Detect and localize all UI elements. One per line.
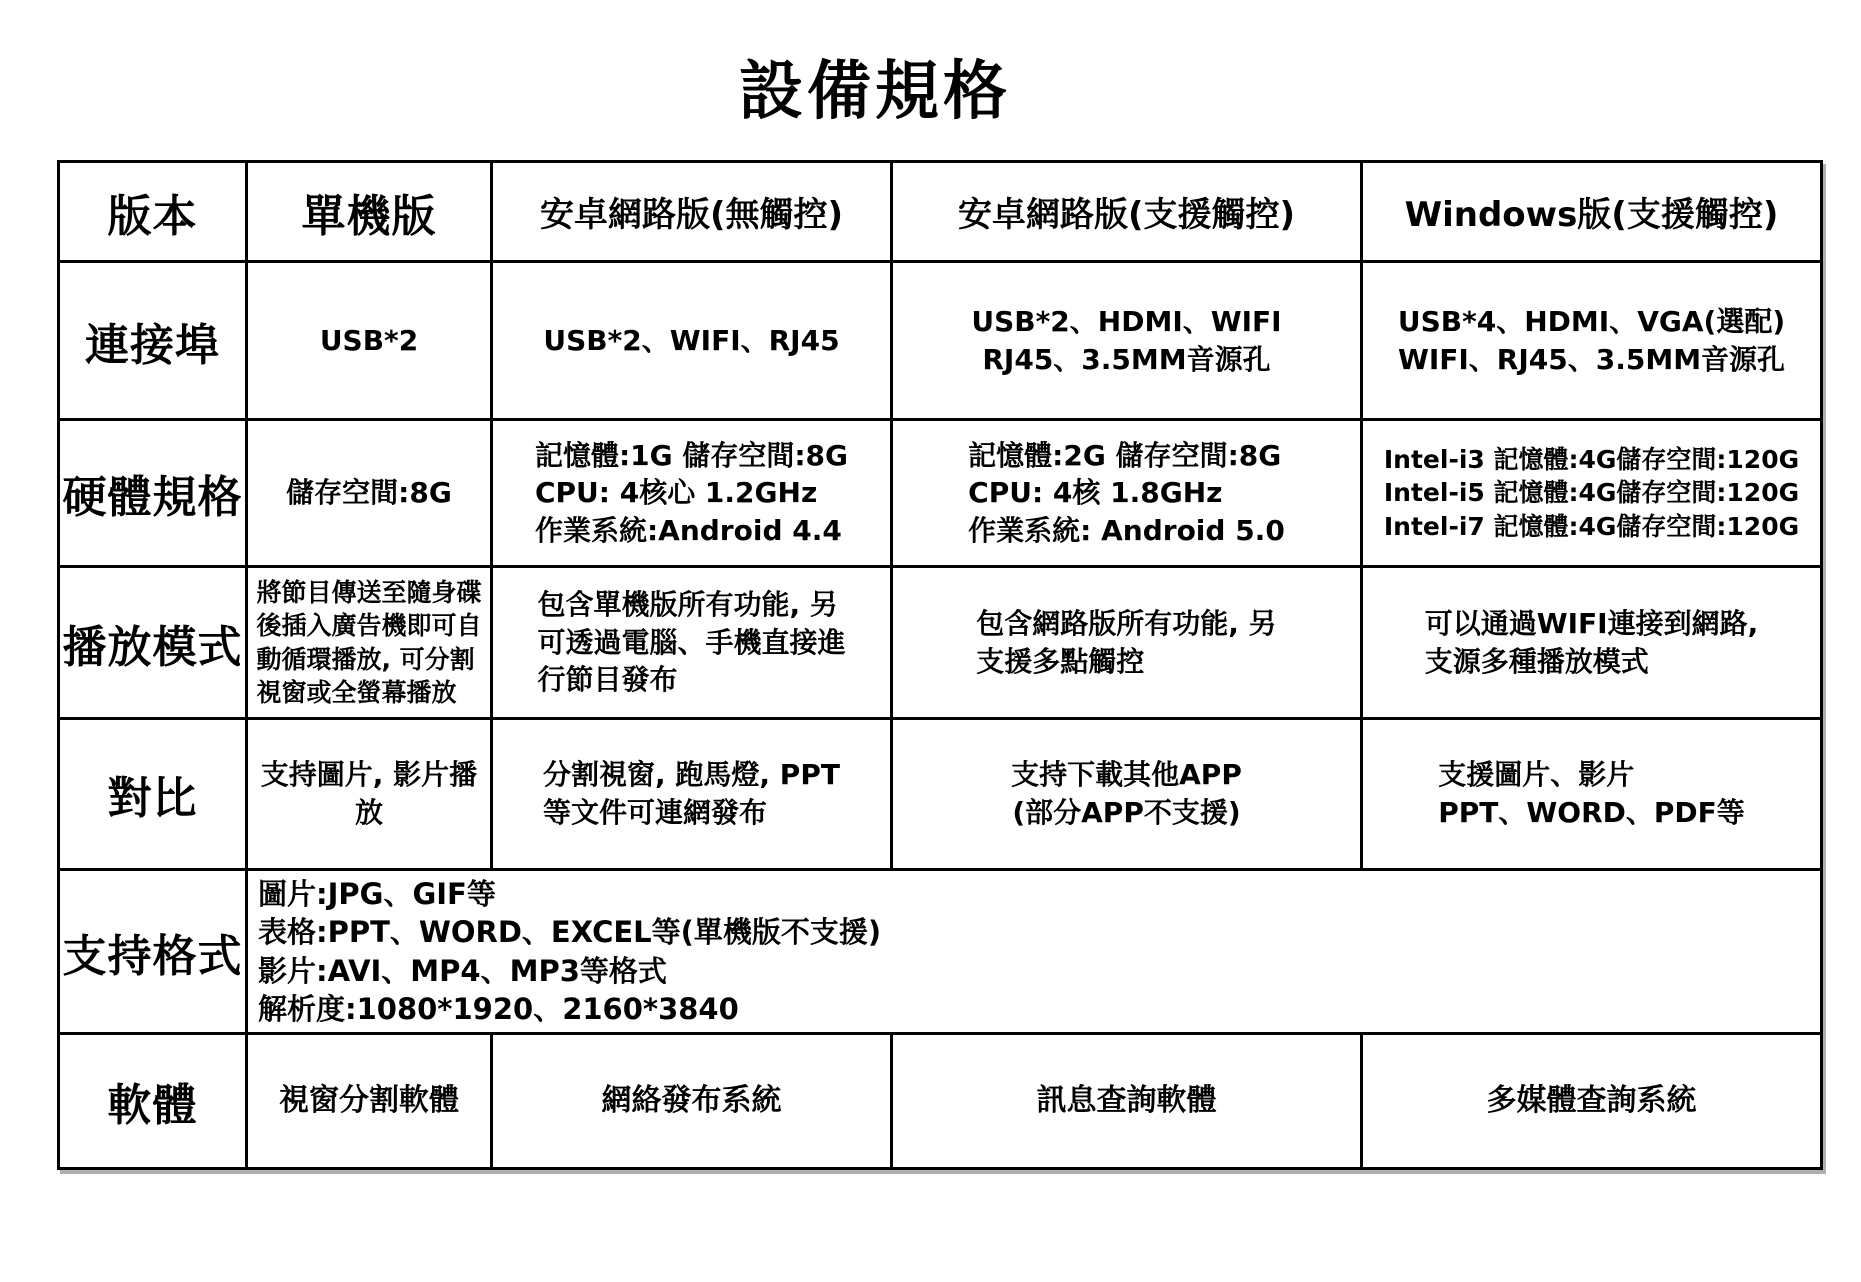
cell-line: 支源多種播放模式 <box>1424 644 1649 678</box>
cell-line: CPU: 4核心 1.2GHz <box>534 476 818 510</box>
cell-line: PPT、WORD、PDF等 <box>1438 796 1745 829</box>
page-title: 設備規格 <box>739 55 1011 129</box>
cell-line: 支援多點觸控 <box>976 644 1145 678</box>
cell-comparison-android-no-touch <box>492 719 892 870</box>
cell-line: 表格:PPT、WORD、EXCEL等(單機版不支援) <box>258 915 882 950</box>
cell-playback-android-touch <box>892 567 1362 719</box>
cell-software-android-touch <box>892 1034 1362 1169</box>
header-row <box>59 162 1822 262</box>
cell-line: RJ45、3.5MM音源孔 <box>982 342 1271 376</box>
row-label-playback: 播放模式 <box>59 567 247 719</box>
cell-line: USB*2 <box>319 323 419 357</box>
header-cell-standalone: 單機版 <box>247 162 492 262</box>
row-label-formats: 支持格式 <box>59 870 247 1034</box>
cell-line: 支援圖片、影片 <box>1438 758 1635 792</box>
cell-line: Intel-i7 記憶體:4G儲存空間:120G <box>1383 511 1800 541</box>
cell-comparison-windows <box>1362 719 1822 870</box>
spec-table <box>57 160 1823 1170</box>
cell-line: USB*2、WIFI、RJ45 <box>543 323 840 357</box>
cell-playback-standalone <box>247 567 492 719</box>
cell-line: 解析度:1080*1920、2160*3840 <box>258 991 739 1026</box>
table-row-ports <box>59 262 1822 420</box>
cell-line: 將節目傳送至隨身碟 <box>256 577 482 607</box>
cell-ports-android-no-touch <box>492 262 892 420</box>
cell-line: USB*2、HDMI、WIFI <box>971 304 1282 338</box>
cell-software-windows <box>1362 1034 1822 1169</box>
cell-line: 可以通過WIFI連接到網路, <box>1424 606 1759 640</box>
cell-line: 支持圖片, 影片播放 <box>260 758 478 829</box>
table-row-hardware <box>59 420 1822 567</box>
cell-ports-standalone <box>247 262 492 420</box>
cell-line: 等文件可連網發布 <box>543 796 768 829</box>
cell-comparison-android-touch <box>892 719 1362 870</box>
row-label-ports: 連接埠 <box>59 262 247 420</box>
cell-formats-merged <box>247 870 1822 1034</box>
table-row-formats <box>59 870 1822 1034</box>
header-cell-android-touch: 安卓網路版(支援觸控) <box>892 162 1362 262</box>
cell-line: Intel-i3 記憶體:4G儲存空間:120G <box>1383 444 1800 474</box>
cell-line: 支持下載其他APP <box>1011 758 1242 792</box>
cell-line: 可透過電腦、手機直接進 <box>537 625 846 659</box>
header-cell-windows-touch: Windows版(支援觸控) <box>1362 162 1822 262</box>
header-cell-version: 版本 <box>59 162 247 262</box>
cell-hardware-android-touch <box>892 420 1362 567</box>
cell-playback-android-no-touch <box>492 567 892 719</box>
cell-line: 分割視窗, 跑馬燈, PPT <box>543 758 840 792</box>
row-label-software: 軟體 <box>59 1034 247 1169</box>
cell-ports-windows <box>1362 262 1822 420</box>
cell-line: 作業系統: Android 5.0 <box>968 513 1285 547</box>
cell-line: 記憶體:2G 儲存空間:8G <box>968 438 1282 472</box>
cell-line: 多媒體查詢系統 <box>1486 1082 1697 1118</box>
cell-hardware-windows <box>1362 420 1822 567</box>
cell-line: 儲存空間:8G <box>286 476 452 510</box>
cell-line: 動循環播放, 可分割 <box>256 644 475 674</box>
cell-line: CPU: 4核 1.8GHz <box>968 476 1223 510</box>
cell-line: 作業系統:Android 4.4 <box>534 513 842 547</box>
cell-hardware-standalone <box>247 420 492 567</box>
cell-line: 行節目發布 <box>537 663 678 697</box>
cell-line: Intel-i5 記憶體:4G儲存空間:120G <box>1383 478 1800 508</box>
cell-software-android-no-touch <box>492 1034 892 1169</box>
table-row-software <box>59 1034 1822 1169</box>
cell-hardware-android-no-touch <box>492 420 892 567</box>
cell-line: 訊息查詢軟體 <box>1036 1082 1217 1118</box>
row-label-comparison: 對比 <box>59 719 247 870</box>
cell-playback-windows <box>1362 567 1822 719</box>
cell-line: WIFI、RJ45、3.5MM音源孔 <box>1397 342 1786 376</box>
cell-software-standalone <box>247 1034 492 1169</box>
row-label-hardware: 硬體規格 <box>59 420 247 567</box>
cell-line: (部分APP不支援) <box>1012 796 1241 829</box>
cell-line: 包含單機版所有功能, 另 <box>537 588 838 622</box>
table-row-comparison <box>59 719 1822 870</box>
cell-line: 包含網路版所有功能, 另 <box>976 606 1277 640</box>
cell-line: 後插入廣告機即可自 <box>256 611 482 640</box>
cell-line: 網絡發布系統 <box>601 1082 782 1118</box>
header-cell-android-no-touch: 安卓網路版(無觸控) <box>492 162 892 262</box>
cell-comparison-standalone <box>247 719 492 870</box>
cell-line: USB*4、HDMI、VGA(選配) <box>1397 304 1786 338</box>
cell-line: 視窗分割軟體 <box>279 1082 459 1118</box>
cell-line: 記憶體:1G 儲存空間:8G <box>534 438 849 472</box>
cell-ports-android-touch <box>892 262 1362 420</box>
cell-line: 影片:AVI、MP4、MP3等格式 <box>258 953 667 988</box>
cell-line: 圖片:JPG、GIF等 <box>258 877 496 911</box>
cell-line: 視窗或全螢幕播放 <box>256 678 457 707</box>
table-row-playback <box>59 567 1822 719</box>
